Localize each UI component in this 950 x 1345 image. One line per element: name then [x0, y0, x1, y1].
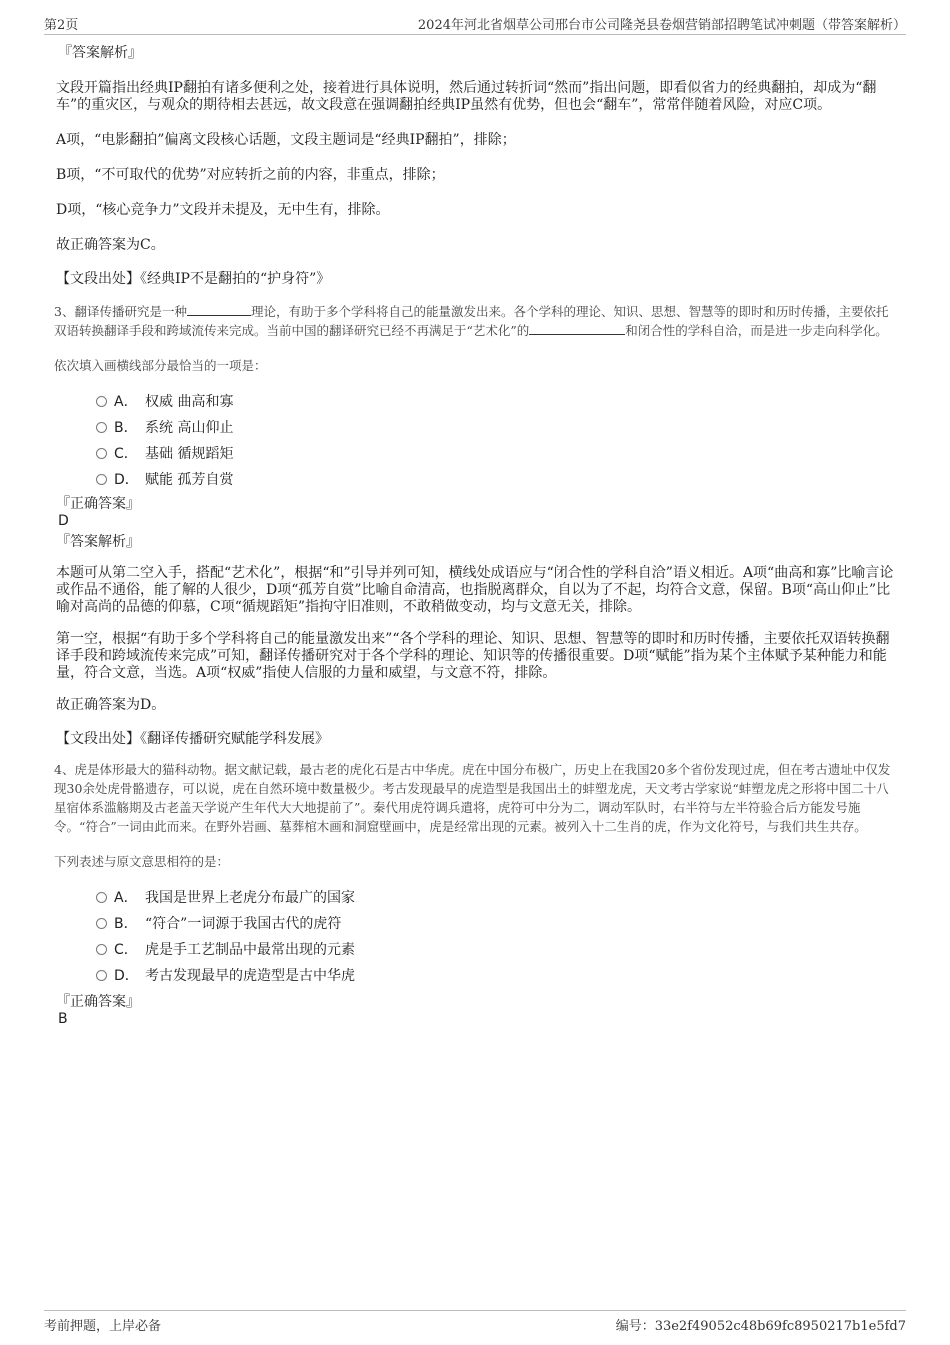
option-letter: B．	[114, 420, 138, 436]
q3-stem	[54, 302, 896, 340]
option-letter: A．	[114, 890, 138, 906]
q4-option-c[interactable]	[56, 937, 896, 963]
q3-stem-part2: 理论，有助于多个学科将自己的能量激发出来。各个学科的理论、知识、思想、智慧等的即时和历时传播，主要依托双语转换翻译手段和跨域流传来完成。当前中国的翻译研究已经不再满足于“艺术化”的	[54, 304, 889, 338]
q4-correct-label: 『正确答案』	[56, 994, 140, 1010]
option-text: 我国是世界上老虎分布最广的国家	[145, 890, 355, 906]
q3-analysis-para-2: 第一空，根据“有助于多个学科将自己的能量激发出来”“各个学科的理论、知识、思想、智慧等的即时和历时传播，主要依托双语转换翻译手段和跨域流传来完成”可知，翻译传播研究对于各个学科的理论、知识等的传播很重要。D项“赋能”指为某个主体赋予某种能力和能量，符合文意，当选。A项“权威”指使人信服的力量和威望，与文意不符，排除。	[56, 631, 890, 681]
radio-icon[interactable]	[96, 892, 107, 903]
radio-icon[interactable]	[96, 448, 107, 459]
option-text: 赋能 孤芳自赏	[145, 472, 234, 488]
q4-option-a[interactable]	[56, 885, 896, 911]
option-letter: A．	[114, 394, 138, 410]
option-letter: B．	[114, 916, 138, 932]
option-text: 基础 循规蹈矩	[145, 446, 234, 462]
q3-option-d[interactable]	[56, 467, 896, 493]
option-text: 虎是手工艺制品中最常出现的元素	[145, 942, 355, 958]
q4-stem: 4、虎是体形最大的猫科动物。据文献记载，最古老的虎化石是古中华虎。虎在中国分布极广，历史上在我国20多个省份发现过虎，但在考古遗址中仅发现30余处虎骨骼遗存，可以说，虎在自然环境中数量极少。考古发现最早的虎造型是我国出土的蚌塑龙虎，天文考古学家说“蚌塑龙虎之形将中国二十八星宿体系滥觞期及古老盖天学说产生年代大大地提前了”。秦代用虎符调兵遣将，虎符可中分为二，调动军队时，右半符与左半符验合后方能发号施令。“符合”一词由此而来。在野外岩画、墓葬棺木画和洞窟壁画中，虎是经常出现的元素。被列入十二生肖的虎，作为文化符号，与我们共生共存。	[54, 762, 891, 834]
q3-stem-part3: 和闭合性的学科自洽，而是进一步走向科学化。	[625, 323, 888, 338]
radio-icon[interactable]	[96, 422, 107, 433]
q3-answer-line: 故正确答案为D。	[56, 697, 166, 713]
q3-option-a[interactable]	[56, 389, 896, 415]
q2-source: 【文段出处】《经典IP不是翻拍的“护身符”》	[56, 271, 331, 287]
option-letter: D．	[114, 472, 139, 488]
page-number: 第2页	[44, 18, 79, 33]
radio-icon[interactable]	[96, 396, 107, 407]
q2-analysis-para-4: D项，“核心竞争力”文段并未提及，无中生有，排除。	[56, 202, 390, 218]
footer-slogan: 考前押题，上岸必备	[44, 1319, 162, 1334]
document-title: 2024年河北省烟草公司邢台市公司隆尧县卷烟营销部招聘笔试冲刺题（带答案解析）	[417, 18, 906, 33]
page-footer	[44, 1310, 906, 1333]
page-content	[56, 44, 896, 1027]
q3-blank-2	[529, 322, 625, 335]
page-header	[44, 14, 906, 35]
radio-icon[interactable]	[96, 944, 107, 955]
option-letter: D．	[114, 968, 139, 984]
radio-icon[interactable]	[96, 970, 107, 981]
q3-correct-answer: D	[58, 513, 69, 529]
option-text: 系统 高山仰止	[145, 420, 234, 436]
option-text: “符合”一词源于我国古代的虎符	[145, 916, 342, 932]
q2-analysis-para-2: A项，“电影翻拍”偏离文段核心话题，文段主题词是“经典IP翻拍”，排除；	[56, 132, 516, 148]
q3-option-c[interactable]	[56, 441, 896, 467]
q4-option-d[interactable]	[56, 963, 896, 989]
q4-options	[56, 885, 896, 989]
q4-option-b[interactable]	[56, 911, 896, 937]
document-code: 编号：33e2f49052c48b69fc8950217b1e5fd7	[615, 1319, 906, 1334]
q2-analysis-label: 『答案解析』	[58, 45, 142, 61]
q3-analysis-label: 『答案解析』	[56, 534, 140, 550]
option-letter: C．	[114, 446, 138, 462]
q3-blank-1	[187, 303, 251, 316]
option-text: 权威 曲高和寡	[145, 394, 234, 410]
q3-option-b[interactable]	[56, 415, 896, 441]
q4-prompt: 下列表述与原文意思相符的是：	[54, 854, 230, 869]
q3-prompt: 依次填入画横线部分最恰当的一项是：	[54, 358, 267, 373]
radio-icon[interactable]	[96, 918, 107, 929]
option-letter: C．	[114, 942, 138, 958]
q2-analysis-para-3: B项，“不可取代的优势”对应转折之前的内容，非重点，排除；	[56, 167, 445, 183]
q3-correct-label: 『正确答案』	[56, 496, 140, 512]
q4-correct-answer: B	[58, 1011, 68, 1027]
q3-stem-part1: 3、翻译传播研究是一种	[54, 304, 187, 319]
q2-analysis-para-1: 文段开篇指出经典IP翻拍有诸多便利之处，接着进行具体说明，然后通过转折词“然而”指出问题，即看似省力的经典翻拍，却成为“翻车”的重灾区，与观众的期待相去甚远，故文段意在强调翻拍经典IP虽然有优势，但也会“翻车”，常常伴随着风险，对应C项。	[56, 80, 877, 113]
radio-icon[interactable]	[96, 474, 107, 485]
q3-source: 【文段出处】《翻译传播研究赋能学科发展》	[56, 731, 329, 747]
option-text: 考古发现最早的虎造型是古中华虎	[145, 968, 355, 984]
q3-options	[56, 389, 896, 493]
q2-answer-line: 故正确答案为C。	[56, 237, 165, 253]
q3-analysis-para-1: 本题可从第二空入手，搭配“艺术化”，根据“和”引导并列可知，横线处成语应与“闭合性的学科自洽”语义相近。A项“曲高和寡”比喻言论或作品不通俗，能了解的人很少，D项“孤芳自赏”比喻自命清高，也指脱离群众，自以为了不起，均符合文意，保留。B项“高山仰止”比喻对高尚的品德的仰慕，C项“循规蹈矩”指拘守旧准则，不敢稍做变动，均与文意无关，排除。	[56, 565, 894, 615]
